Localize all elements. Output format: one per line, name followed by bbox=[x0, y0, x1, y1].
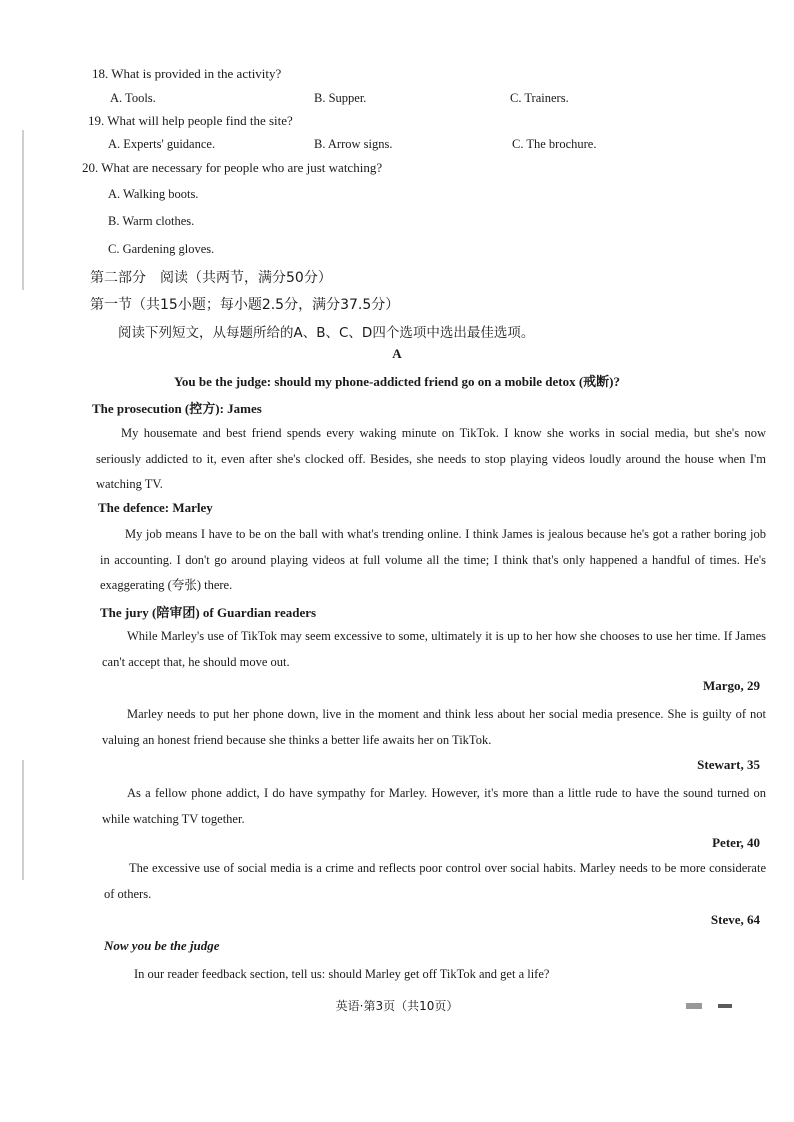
commenter-name: Steve, 64 bbox=[710, 912, 760, 927]
passage-letter: A bbox=[392, 346, 402, 361]
judge-text: In our reader feedback section, tell us: should Marley get off TikTok and get a life? bbox=[134, 967, 550, 981]
jury-heading: The jury (陪审团) of Guardian readers bbox=[100, 605, 317, 620]
option-c: C. Trainers. bbox=[510, 91, 569, 105]
scan-edge-shadow bbox=[22, 760, 24, 880]
scan-edge-shadow bbox=[22, 130, 24, 290]
prosecution-paragraph: My housemate and best friend spends every waking minute on TikTok. I know she works in social media, but she's now seriously addicted to it, even after she's clocked off. Besides, she needs to stop playing videos loudly around the house when I'm watching TV. bbox=[96, 426, 766, 491]
option-a: A. Walking boots. bbox=[108, 187, 199, 201]
question-text: What are necessary for people who are just watching? bbox=[101, 160, 383, 175]
judge-heading: Now you be the judge bbox=[104, 938, 220, 953]
option-a: A. Experts' guidance. bbox=[108, 137, 216, 151]
question-text: What is provided in the activity? bbox=[111, 66, 282, 81]
instruction: 阅读下列短文，从每题所给的A、B、C、D四个选项中选出最佳选项。 bbox=[118, 325, 535, 341]
question-number: 18 bbox=[92, 66, 105, 81]
option-b: B. Arrow signs. bbox=[314, 137, 393, 151]
scan-smudge bbox=[686, 1003, 702, 1009]
question-number: 19 bbox=[88, 113, 101, 128]
option-c: C. Gardening gloves. bbox=[108, 242, 215, 256]
question-20: 20. What are necessary for people who are just watching? bbox=[82, 160, 383, 175]
jury-comment: As a fellow phone addict, I do have sympathy for Marley. However, it's more than a little rude to have the sound turned on while watching TV together. bbox=[102, 786, 766, 826]
question-19: 19. What will help people find the site? bbox=[88, 113, 293, 128]
page-footer: 英语·第3页（共10页） bbox=[335, 999, 459, 1013]
question-number: 20 bbox=[82, 160, 95, 175]
defence-heading: The defence: Marley bbox=[98, 500, 213, 515]
option-a: A. Tools. bbox=[110, 91, 156, 105]
option-b: B. Supper. bbox=[314, 91, 367, 105]
passage-title: You be the judge: should my phone-addicted friend go on a mobile detox (戒断)? bbox=[173, 374, 620, 389]
option-b: B. Warm clothes. bbox=[108, 214, 195, 228]
defence-paragraph: My job means I have to be on the ball with what's trending online. I think James is jealous because he's got a rather boring job in accounting. I don't go around playing videos at full volume all the time; I think that's only happened a handful of times. He's exaggerating (夸张) there. bbox=[100, 527, 766, 592]
scan-smudge bbox=[718, 1004, 732, 1008]
question-text: What will help people find the site? bbox=[107, 113, 293, 128]
question-18: 18. What is provided in the activity? bbox=[92, 66, 282, 81]
section-subtitle: 第一节（共15小题；每小题2.5分，满分37.5分） bbox=[90, 297, 400, 313]
commenter-name: Peter, 40 bbox=[712, 835, 760, 850]
jury-comment: Marley needs to put her phone down, live in the moment and think less about her social media presence. She is guilty of not valuing an honest friend because she thinks a better life awaits her on TikTok. bbox=[102, 707, 766, 747]
commenter-name: Stewart, 35 bbox=[697, 757, 760, 772]
jury-comment: The excessive use of social media is a crime and reflects poor control over social habits. Marley needs to be more considerate of others. bbox=[104, 861, 766, 901]
part-title: 第二部分 阅读（共两节，满分50分） bbox=[90, 270, 332, 286]
commenter-name: Margo, 29 bbox=[702, 678, 760, 693]
jury-comment: While Marley's use of TikTok may seem excessive to some, ultimately it is up to her how she chooses to use her time. If James can't accept that, he should move out. bbox=[102, 629, 766, 669]
option-c: C. The brochure. bbox=[512, 137, 597, 151]
prosecution-heading: The prosecution (控方): James bbox=[92, 401, 262, 416]
